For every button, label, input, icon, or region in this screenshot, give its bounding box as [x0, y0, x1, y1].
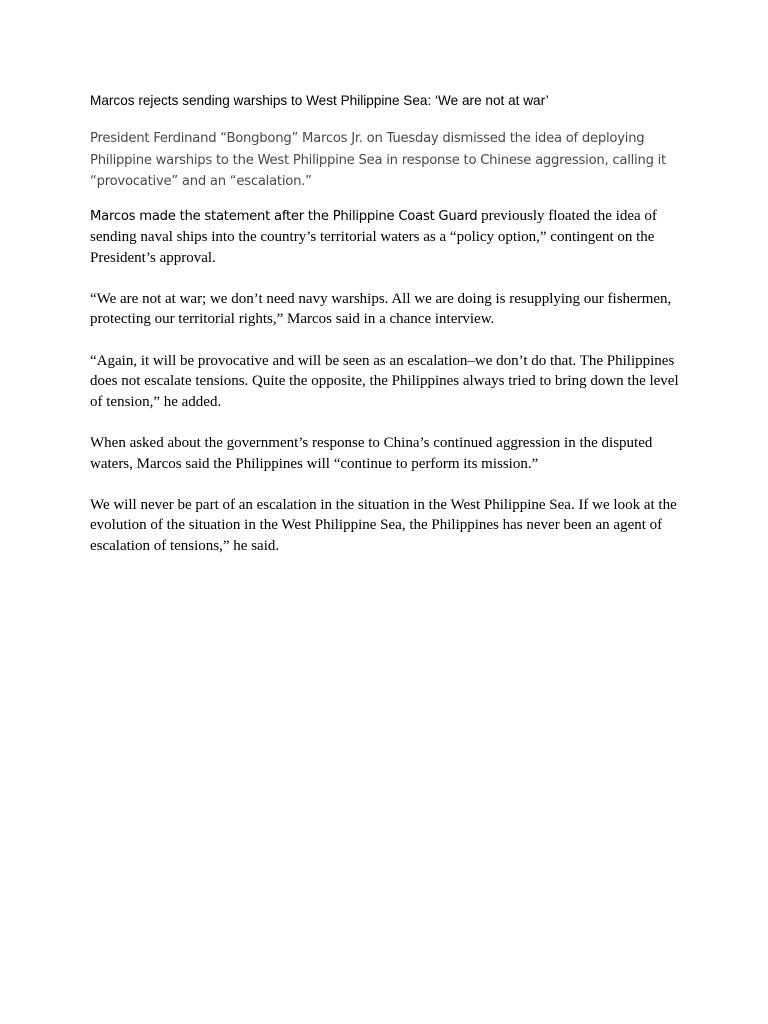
paragraph-1-rest: previously floated the idea of sending naval ships into the country’s territorial waters as a “policy option,” contingent on the President’s approval.	[90, 207, 657, 266]
paragraph-3: “Again, it will be provocative and will be seen as an escalation–we don’t do that. The Philippines does not escalate tensions. Quite the opposite, the Philippines always tried to bring down the level of tension,” he added.	[90, 352, 679, 410]
article-lead: President Ferdinand “Bongbong” Marcos Jr. on Tuesday dismissed the idea of deploying Philippine warships to the West Philippine Sea in response to Chinese aggression, calling it “provocative” and an “escalation.”	[90, 131, 666, 189]
article-body	[90, 92, 685, 577]
paragraph-2: “We are not at war; we don’t need navy warships. All we are doing is resupplying our fishermen, protecting our territorial rights,” Marcos said in a chance interview.	[90, 290, 672, 328]
paragraph-1-start: Marcos made the statement after the Philippine Coast Guard	[90, 208, 478, 224]
paragraph-4: When asked about the government’s response to China’s continued aggression in the disputed waters, Marcos said the Philippines will “continue to perform its mission.”	[90, 435, 653, 472]
paragraph-5: We will never be part of an escalation in the situation in the West Philippine Sea. If we look at the evolution of the situation in the West Philippine Sea, the Philippines has never been an agent of escalation of tensions,” he said.	[90, 496, 677, 554]
article-title: Marcos rejects sending warships to West Philippine Sea: ‘We are not at war’	[90, 93, 549, 108]
paragraph-1	[90, 206, 685, 269]
